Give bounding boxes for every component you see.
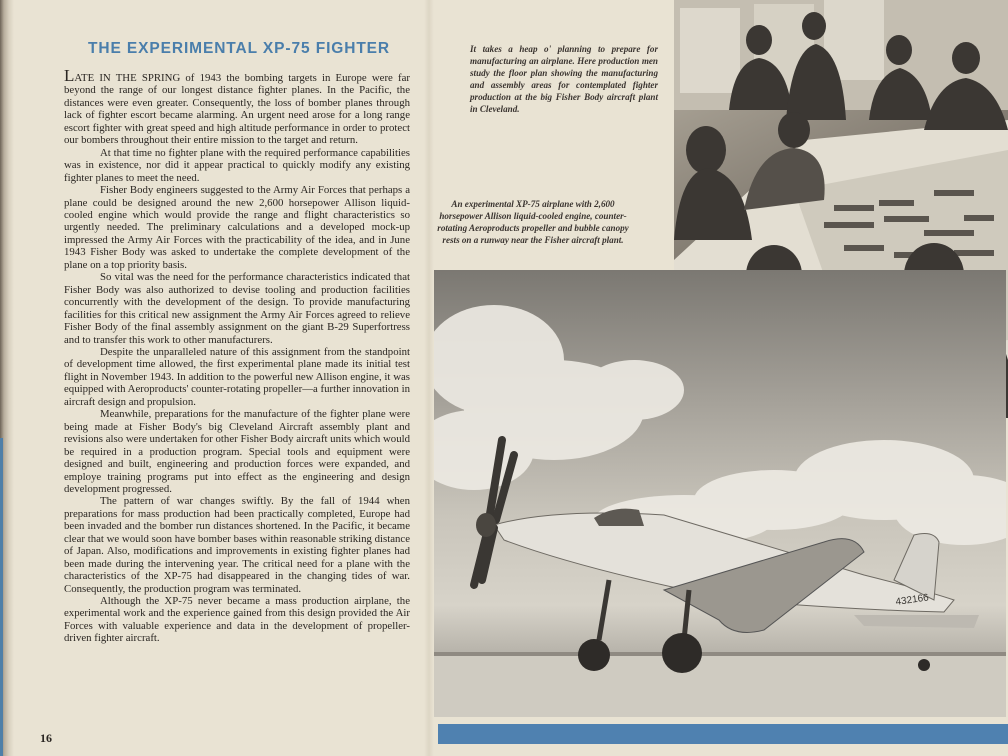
article-paragraph: Despite the unparalleled nature of this assignment from the standpoint of development time allowed, the first experimental plane made its initial test flight in November 1943. In addition to the powerful new Allison engine, it was equipped with Aeroproducts' counter-rotating propeller—a further innovation in aircraft design and propulsion. <box>64 345 410 408</box>
plane-photo-caption: An experimental XP-75 airplane with 2,600 horsepower Allison liquid-cooled engine, counter-rotating Aeroproducts propeller and bubble canopy rests on a runway near the Fisher aircraft plant. <box>437 199 629 245</box>
plane-photo-illustration <box>434 270 1006 717</box>
tail-serial-number: 432166 <box>894 592 930 608</box>
article-paragraph: So vital was the need for the performance characteristics indicated that Fisher Body was also authorized to devise tooling and production facilities concurrently with the development of the design. To provide manufacturing facilities for this critical new assignment the Army Air Forces agreed to relieve Fisher Body of the final assembly assignment on the giant B-29 Superfortress and to transfer this work to other manufacturers. <box>64 271 410 346</box>
edge-strip <box>0 438 3 756</box>
lead-in: ATE IN THE SPRING <box>74 72 181 84</box>
page-title: THE EXPERIMENTAL XP-75 FIGHTER <box>88 40 391 57</box>
article-paragraph: Fisher Body engineers suggested to the Army Air Forces that perhaps a plane could be designed around the new 2,600 horsepower Allison liquid-cooled engine which would provide the range and flight characteristics so urgently needed. The preliminary calculations and a developed mock-up impressed the Army Air Forces with the practicability of the idea, and in June 1943 Fisher Body was asked to undertake the complete development of the plane on a top priority basis. <box>64 184 410 271</box>
meeting-photo-caption: It takes a heap o' planning to prepare for manufacturing an airplane. Here production men study the floor plan showing the manufacturing and assembly areas for contemplated fighter production at the big Fisher Body aircraft plant in Cleveland. <box>470 44 658 114</box>
xp75-plane-photo <box>434 270 1006 717</box>
article-paragraph: Meanwhile, preparations for the manufacture of the fighter plane were being made at Fisher Body's big Cleveland Aircraft assembly plant and revisions also were undertaken for other Fisher Body aircraft units which would be required in a production program. Special tools and equipment were designed and built, engineering and production forces were expanded, and employe training programs put into effect as the engineering and design development progressed. <box>64 408 410 495</box>
page-number: 16 <box>40 731 52 745</box>
article-paragraph <box>64 66 410 147</box>
article-paragraph: The pattern of war changes swiftly. By the fall of 1944 when preparations for mass production had been practically completed, Europe had been invaded and the bomber run distances shortened. In the Pacific, it became clear that we would soon have bomber bases within reasonable striking distance of Japan. Also, modifications and improvements in existing fighter planes had been made during the intervening year. The critical need for a plane with the characteristics of the XP-75 had disappeared in the changing tides of war. Consequently, the production program was terminated. <box>64 495 410 595</box>
article-paragraph: Although the XP-75 never became a mass production airplane, the experimental work and the experience gained from this design provided the Air Forces with valuable experience and data in the development of propeller-driven fighter aircraft. <box>64 595 410 645</box>
article-body <box>64 66 410 645</box>
accent-bar <box>438 724 1008 744</box>
paragraph-text: of 1943 the bombing targets in Europe were far beyond the range of our longest distance fighter planes. In the Pacific, the distances were even greater. Consequently, the loss of bomber planes through lack of fighter escort became alarming. An urgent need arose for a long range escort fighter with great speed and high altitude performance in order to protect our bombers throughout their entire mission to the target and return. <box>64 72 410 147</box>
drop-cap: L <box>64 66 75 85</box>
book-spine <box>424 0 434 756</box>
article-paragraph: At that time no fighter plane with the required performance capabilities was in existence, nor did it appear practical to quickly modify any existing fighter planes to meet the need. <box>64 146 410 184</box>
